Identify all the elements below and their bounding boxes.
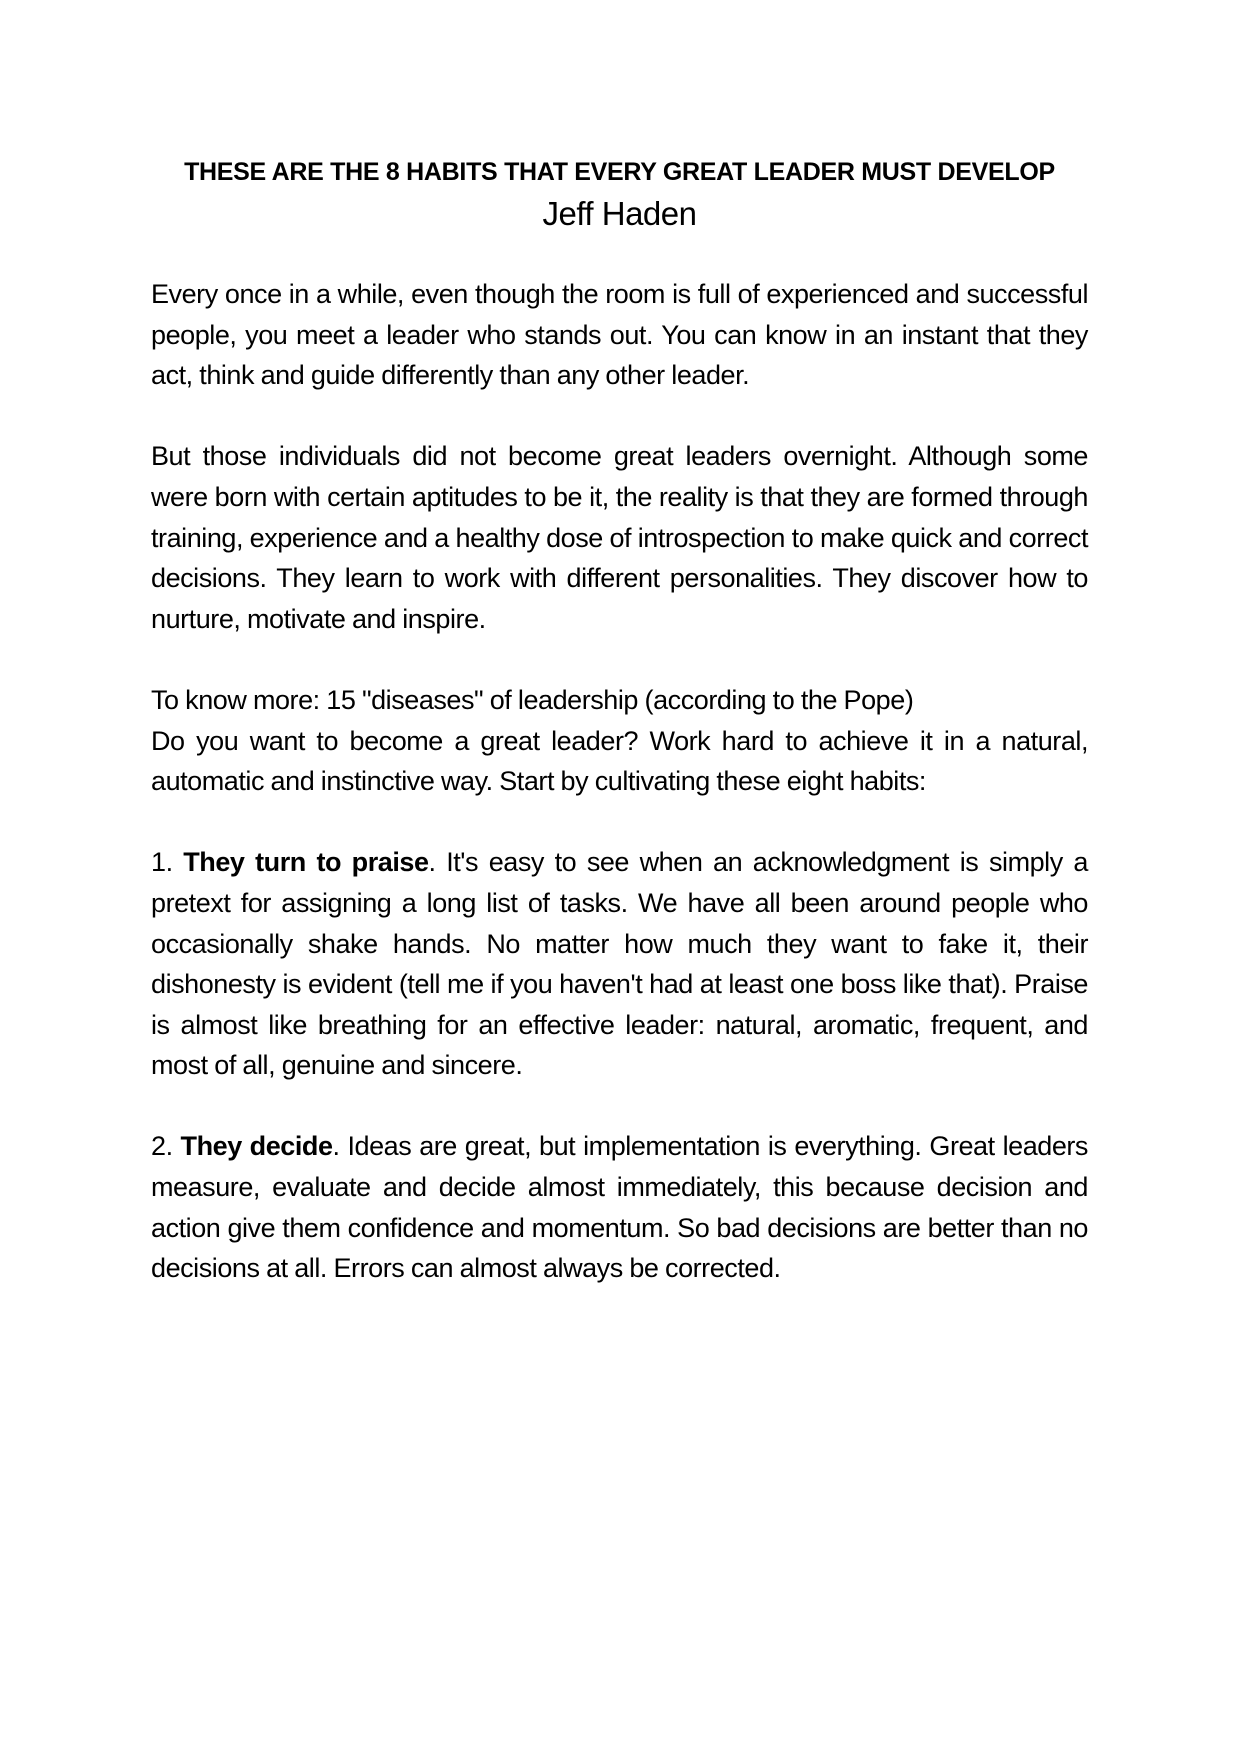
habit-text: . Ideas are great, but implementation is everything. Great leaders measure, evaluate and decide almost immediately, this because decision and action give them confidence and momentum. So bad decisions are better than no decisions at all. Errors can almost always be corrected. xyxy=(151,1131,1088,1284)
intro-paragraph-3: Do you want to become a great leader? Work hard to achieve it in a natural, automatic and instinctive way. Start by cultivating these eight habits: xyxy=(151,725,1088,797)
habit-item-2 xyxy=(151,1126,1088,1288)
intro-paragraph-1: Every once in a while, even though the room is full of experienced and successful people, you meet a leader who stands out. You can know in an instant that they act, think and guide differently than any other leader. xyxy=(151,279,1088,391)
spacer xyxy=(151,802,1088,843)
related-link-line: To know more: 15 "diseases" of leadership (according to the Pope) xyxy=(151,684,914,715)
spacer xyxy=(151,236,1088,274)
spacer xyxy=(151,639,1088,680)
habit-heading: They turn to praise xyxy=(183,847,429,878)
spacer xyxy=(151,396,1088,437)
habit-number: 2. xyxy=(151,1131,173,1162)
document-title: THESE ARE THE 8 HABITS THAT EVERY GREAT LEADER MUST DEVELOP xyxy=(184,158,1055,186)
document-page xyxy=(151,152,1088,1289)
habit-heading: They decide xyxy=(180,1131,333,1162)
spacer xyxy=(151,1086,1088,1127)
intro-paragraph-2: But those individuals did not become great leaders overnight. Although some were born with certain aptitudes to be it, the reality is that they are formed through training, experience and a healthy dose of introspection to make quick and correct decisions. They learn to work with different personalities. They discover how to nurture, motivate and inspire. xyxy=(151,441,1088,634)
habit-number: 1. xyxy=(151,847,173,878)
habit-text: . It's easy to see when an acknowledgment is simply a pretext for assigning a long list of tasks. We have all been around people who occasionally shake hands. No matter how much they want to fake it, their dishonesty is evident (tell me if you haven't had at least one boss like that). Praise is almost like breathing for an effective leader: natural, aromatic, frequent, and most of all, genuine and sincere. xyxy=(151,847,1088,1081)
author-name: Jeff Haden xyxy=(542,195,697,232)
habit-item-1 xyxy=(151,842,1088,1086)
